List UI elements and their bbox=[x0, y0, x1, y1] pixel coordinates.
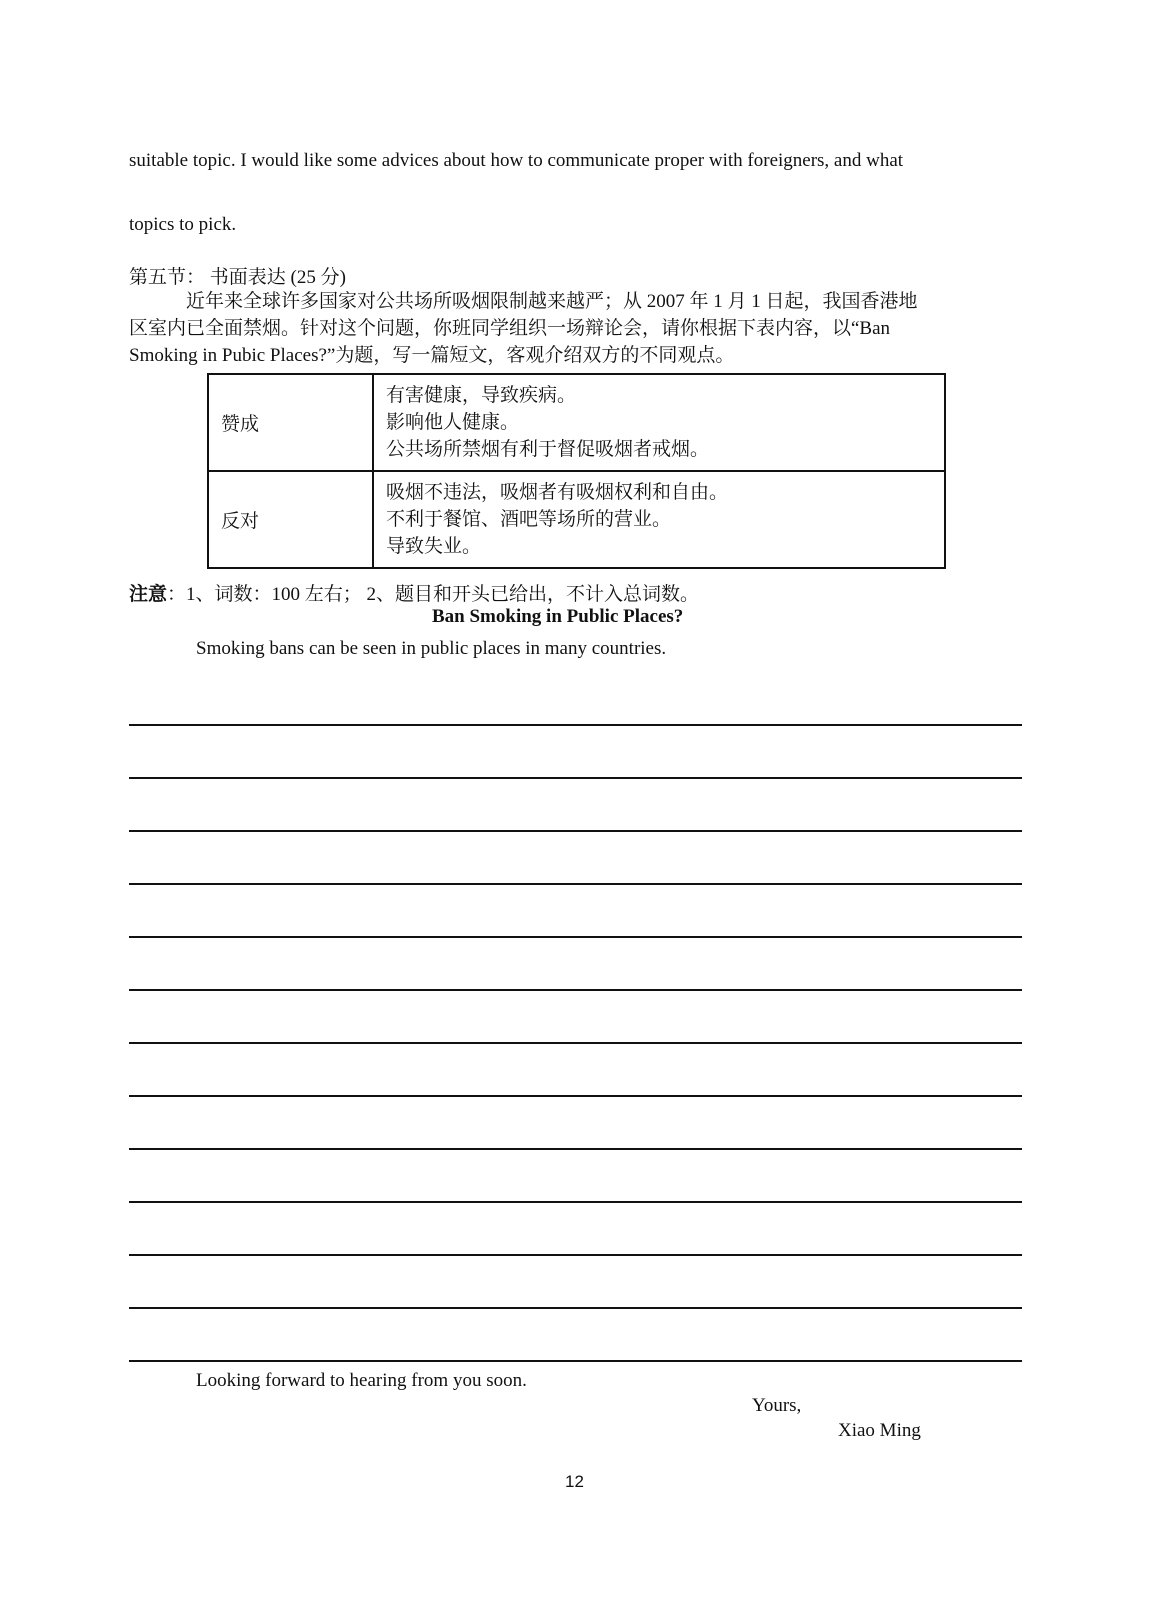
page-number: 12 bbox=[565, 1472, 584, 1491]
table-row-for bbox=[208, 374, 945, 471]
prompt-line-3: Smoking in Pubic Places?”为题，写一篇短文，客观介绍双方的不同观点。 bbox=[129, 345, 735, 366]
writing-line[interactable] bbox=[129, 936, 1022, 938]
point: 不利于餐馆、酒吧等场所的营业。 bbox=[386, 509, 672, 530]
essay-closing: Looking forward to hearing from you soon. bbox=[196, 1370, 527, 1391]
table-row-against bbox=[208, 471, 945, 568]
point: 公共场所禁烟有利于督促吸烟者戒烟。 bbox=[386, 439, 710, 460]
previous-text-line-1: suitable topic. I would like some advices about how to communicate proper with foreigners, and what bbox=[129, 150, 904, 171]
writing-line[interactable] bbox=[129, 777, 1022, 779]
point: 有害健康，导致疾病。 bbox=[386, 385, 577, 406]
point: 影响他人健康。 bbox=[386, 412, 520, 433]
note bbox=[129, 579, 699, 606]
points-for bbox=[373, 374, 945, 471]
writing-line[interactable] bbox=[129, 989, 1022, 991]
points-against bbox=[373, 471, 945, 568]
side-label-for: 赞成 bbox=[208, 374, 373, 471]
essay-opening: Smoking bans can be seen in public places in many countries. bbox=[196, 638, 667, 659]
writing-line[interactable] bbox=[129, 1201, 1022, 1203]
point: 导致失业。 bbox=[386, 536, 482, 557]
writing-line[interactable] bbox=[129, 1148, 1022, 1150]
note-text: ：1、词数：100 左右； 2、题目和开头已给出，不计入总词数。 bbox=[167, 584, 700, 605]
writing-line[interactable] bbox=[129, 830, 1022, 832]
essay-title: Ban Smoking in Public Places? bbox=[432, 606, 684, 627]
writing-line[interactable] bbox=[129, 1254, 1022, 1256]
signature: Xiao Ming bbox=[838, 1420, 921, 1441]
writing-line[interactable] bbox=[129, 1360, 1022, 1362]
writing-line[interactable] bbox=[129, 724, 1022, 726]
side-label-against: 反对 bbox=[208, 471, 373, 568]
point: 吸烟不违法，吸烟者有吸烟权利和自由。 bbox=[386, 482, 729, 503]
section-heading: 第五节： 书面表达 (25 分) bbox=[129, 267, 346, 288]
opinions-table bbox=[207, 373, 946, 569]
writing-line[interactable] bbox=[129, 1095, 1022, 1097]
previous-text-line-2: topics to pick. bbox=[129, 214, 237, 235]
prompt-line-1: 近年来全球许多国家对公共场所吸烟限制越来越严；从 2007 年 1 月 1 日起，我国香港地 bbox=[186, 291, 918, 312]
writing-line[interactable] bbox=[129, 1042, 1022, 1044]
note-label: 注意 bbox=[129, 584, 168, 605]
writing-line[interactable] bbox=[129, 1307, 1022, 1309]
sign-off: Yours, bbox=[752, 1395, 802, 1416]
writing-line[interactable] bbox=[129, 883, 1022, 885]
prompt-line-2: 区室内已全面禁烟。针对这个问题，你班同学组织一场辩论会，请你根据下表内容，以“Ban bbox=[129, 318, 891, 339]
